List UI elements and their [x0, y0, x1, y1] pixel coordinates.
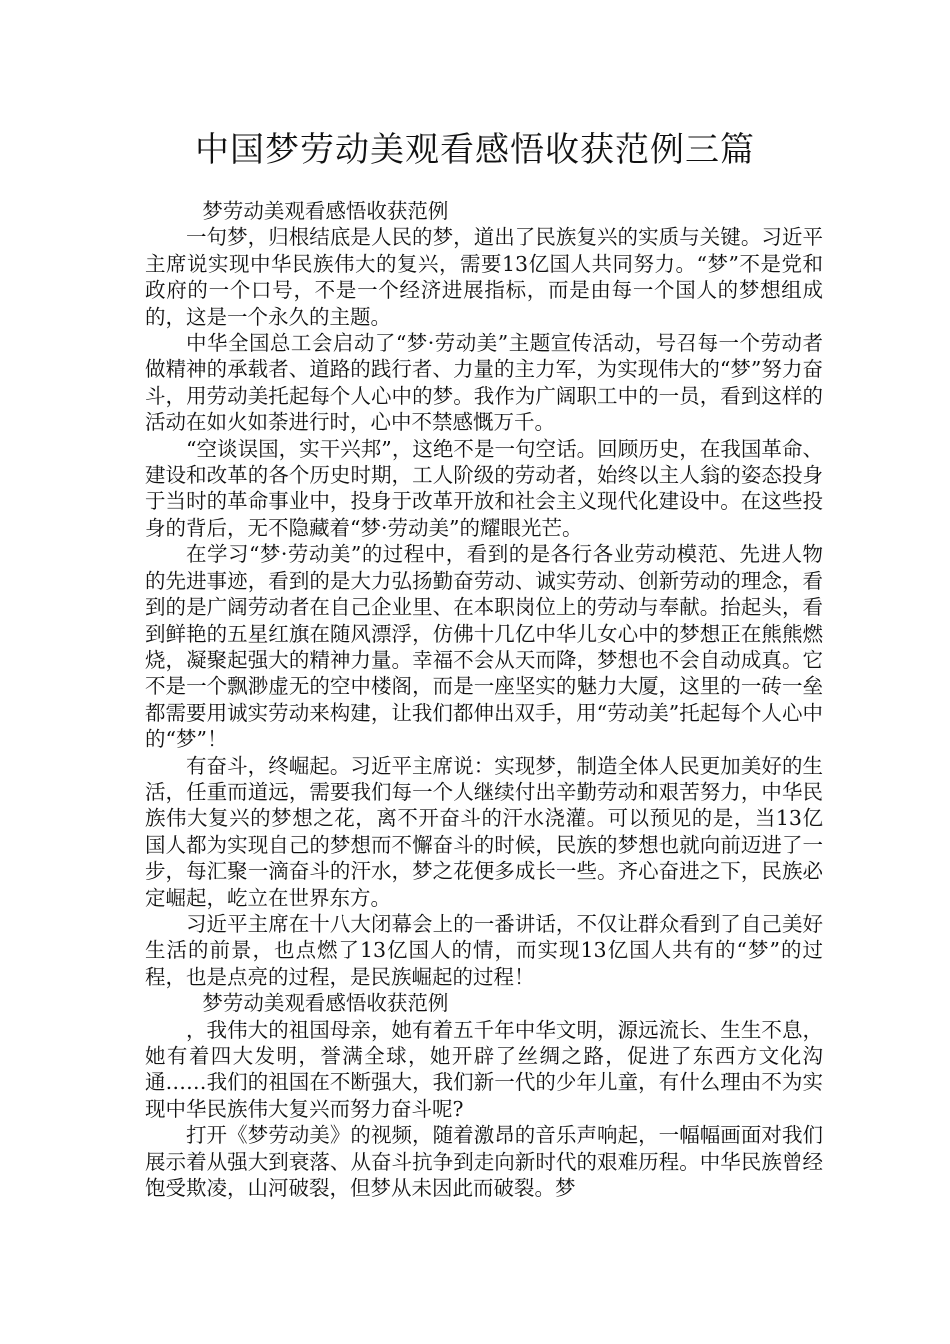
document-title: 中国梦劳动美观看感悟收获范例三篇	[195, 130, 755, 170]
section-subtitle: 梦劳动美观看感悟收获范例	[202, 199, 449, 223]
document-body	[145, 198, 823, 1201]
paragraph: ，我伟大的祖国母亲，她有着五千年中华文明，源远流长、生生不息，她有着四大发明，誉满全球，她开辟了丝绸之路，促进了东西方文化沟通……我们的祖国在不断强大，我们新一代的少年儿童，有什么理由不为实现中华民族伟大复兴而努力奋斗呢?	[145, 1017, 823, 1121]
paragraph: 中华全国总工会启动了“梦·劳动美”主题宣传活动，号召每一个劳动者做精神的承载者、道路的践行者、力量的主力军，为实现伟大的“梦”努力奋斗，用劳动美托起每个人心中的梦。我作为广阔职工中的一员，看到这样的活动在如火如荼进行时，心中不禁感慨万千。	[145, 331, 823, 435]
paragraph: “空谈误国，实干兴邦”，这绝不是一句空话。回顾历史，在我国革命、建设和改革的各个历史时期，工人阶级的劳动者，始终以主人翁的姿态投身于当时的革命事业中，投身于改革开放和社会主义现代化建设中。在这些投身的背后，无不隐藏着“梦·劳动美”的耀眼光芒。	[145, 436, 823, 540]
paragraph: 打开《梦劳动美》的视频，随着激昂的音乐声响起，一幅幅画面对我们展示着从强大到衰落、从奋斗抗争到走向新时代的艰难历程。中华民族曾经饱受欺凌，山河破裂，但梦从未因此而破裂。梦	[145, 1123, 823, 1201]
paragraph: 习近平主席在十八大闭幕会上的一番讲话，不仅让群众看到了自己美好生活的前景，也点燃了13亿国人的情，而实现13亿国人共有的“梦”的过程，也是点亮的过程，是民族崛起的过程！	[145, 911, 823, 989]
paragraph: 有奋斗，终崛起。习近平主席说：实现梦，制造全体人民更加美好的生活，任重而道远，需要我们每一个人继续付出辛勤劳动和艰苦努力，中华民族伟大复兴的梦想之花，离不开奋斗的汗水浇灌。可以预见的是，当13亿国人都为实现自己的梦想而不懈奋斗的时候，民族的梦想也就向前迈进了一步，每汇聚一滴奋斗的汗水，梦之花便多成长一些。齐心奋进之下，民族必定崛起，屹立在世界东方。	[145, 753, 823, 910]
paragraph: 一句梦，归根结底是人民的梦，道出了民族复兴的实质与关键。习近平主席说实现中华民族伟大的复兴，需要13亿国人共同努力。“梦”不是党和政府的一个口号，不是一个经济进展指标，而是由每一个国人的梦想组成的，这是一个永久的主题。	[145, 225, 823, 329]
paragraph: 在学习“梦·劳动美”的过程中，看到的是各行各业劳动模范、先进人物的先进事迹，看到的是大力弘扬勤奋劳动、诚实劳动、创新劳动的理念，看到的是广阔劳动者在自己企业里、在本职岗位上的劳动与奉献。抬起头，看到鲜艳的五星红旗在随风漂浮，仿佛十几亿中华儿女心中的梦想正在熊熊燃烧，凝聚起强大的精神力量。幸福不会从天而降，梦想也不会自动成真。它不是一个飘渺虚无的空中楼阁，而是一座坚实的魅力大厦，这里的一砖一垒都需要用诚实劳动来构建，让我们都伸出双手，用“劳动美”托起每个人心中的“梦”！	[145, 542, 823, 752]
section-subtitle: 梦劳动美观看感悟收获范例	[202, 991, 449, 1016]
